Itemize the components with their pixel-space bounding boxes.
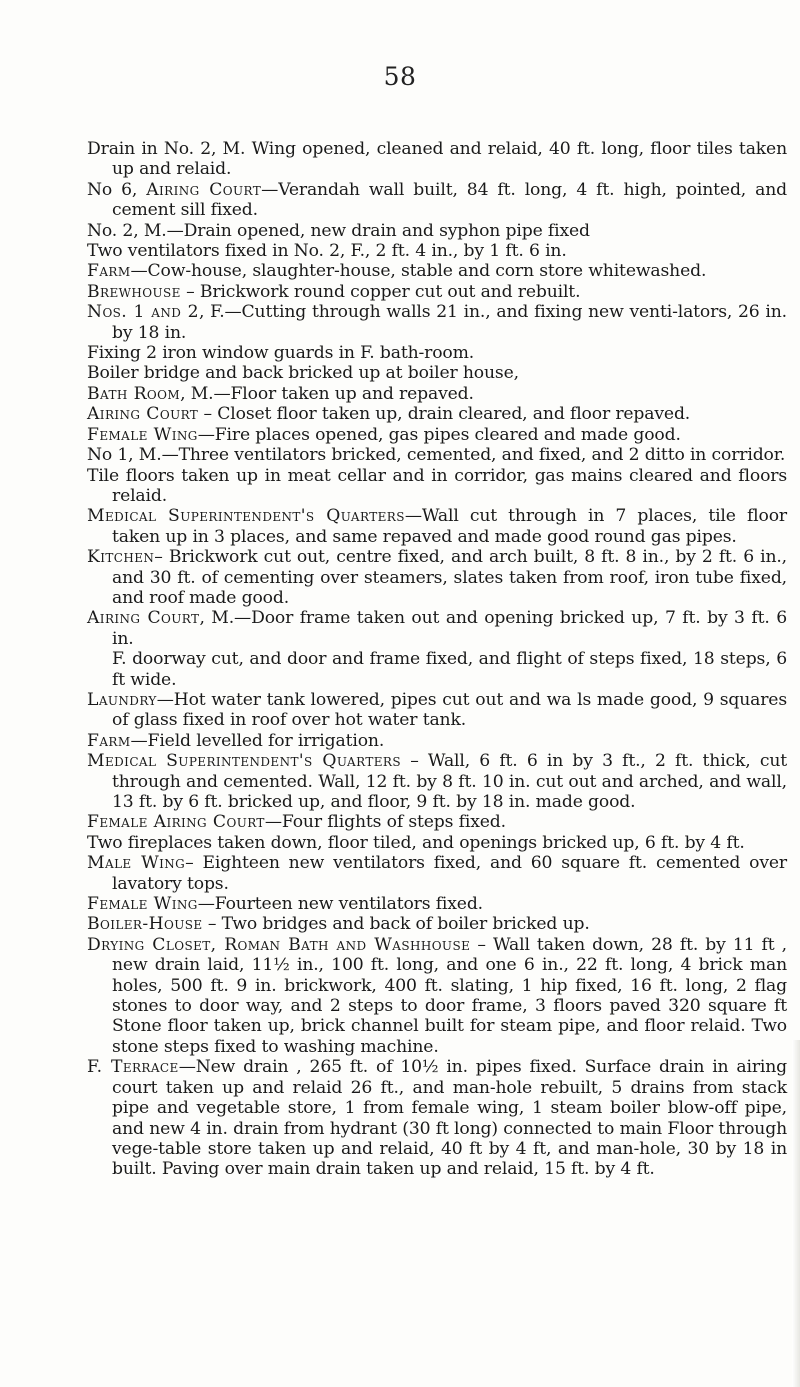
entry-text: Tile floors taken up in meat cellar and in corridor, gas mains cleared and floors relaid. (87, 465, 787, 506)
entry-text: —Verandah wall built, 84 ft. long, 4 ft. high, pointed, and cement sill fixed. (112, 179, 787, 221)
report-entry (87, 466, 787, 507)
entry-text: —Wall cut through in 7 places, tile floor taken up in 3 places, and same repaved and made good round gas pipes. (112, 506, 787, 547)
entry-heading: Airing Court (87, 608, 200, 629)
entry-heading: Male Wing (87, 853, 186, 874)
entry-text: – Brickwork round copper cut out and rebuilt. (180, 281, 581, 302)
report-entry (87, 506, 787, 547)
report-entry (87, 384, 787, 404)
entry-text: – Closet floor taken up, drain cleared, and floor repaved. (198, 404, 691, 425)
entry-text: Drain in No. 2, M. Wing opened, cleaned and relaid, 40 ft. long, floor tiles taken up and relaid. (87, 139, 787, 180)
report-entry (87, 180, 787, 221)
entry-text: —Field levelled for irrigation. (130, 730, 385, 751)
entry-heading: Airing Court (146, 179, 262, 200)
entry-text: F. doorway cut, and door and frame fixed, and flight of steps fixed, 18 steps, 6 ft wide. (112, 649, 787, 690)
report-entry (87, 751, 787, 812)
report-entry (87, 1057, 787, 1179)
report-entry (87, 282, 787, 302)
entry-heading: F. Terrace (87, 1057, 179, 1078)
report-entry (87, 425, 787, 445)
report-entry (87, 241, 787, 261)
document-body (87, 139, 787, 1180)
entry-heading: Boiler-House (87, 914, 203, 935)
entry-heading: Female Wing (87, 424, 198, 445)
entry-text: Two ventilators fixed in No. 2, F., 2 ft. 4 in., by 1 ft. 6 in. (87, 241, 567, 262)
entry-heading: Farm (87, 730, 131, 751)
report-entry (87, 833, 787, 853)
entry-heading: Medical Superintendent's Quarters (87, 751, 401, 772)
entry-heading: Female Wing (87, 894, 198, 915)
entry-heading: Nos. 1 and 2 (87, 302, 199, 323)
entry-text: , M.—Floor taken up and repaved. (180, 383, 474, 404)
entry-heading: Female Airing Court (87, 812, 265, 833)
report-entry (87, 935, 787, 1057)
entry-text: – Wall taken down, 28 ft. by 11 ft , new drain laid, 11½ in., 100 ft. long, and one 6 in., 22 ft. long, 4 brick man holes, 500 ft. 9 in. brickwork, 400 ft. slating, 1 hip fixed, 16 ft. long, 2 flag stones to door way, and 2 steps to door frame, 3 floors paved 320 square ft Stone floor taken up, brick channel built for steam pipe, and floor relaid. Two stone steps fixed to washing machine. (112, 934, 787, 1057)
report-entry (87, 894, 787, 914)
report-entry (87, 608, 787, 649)
entry-text: —Hot water tank lowered, pipes cut out and wa ls made good, 9 squares of glass fixed in roof over hot water tank. (112, 689, 787, 731)
entry-text: —Four flights of steps fixed. (264, 812, 506, 833)
entry-heading: Airing Court (87, 404, 199, 425)
entry-text: —New drain , 265 ft. of 10½ in. pipes fixed. Surface drain in airing court taken up and relaid 26 ft., and man-hole rebuilt, 5 drains from stack pipe and vegetable store, 1 from female wing, 1 steam boiler blow-off pipe, and new 4 in. drain from hydrant (30 ft long) connected to main Floor through vege-table store taken up and relaid, 40 ft by 4 ft, and man-hole, 30 by 18 in built. Paving over main drain taken up and relaid, 15 ft. by 4 ft. (112, 1057, 788, 1180)
report-entry (87, 363, 787, 383)
entry-heading: Drying Closet, Roman Bath and Washhouse (87, 934, 471, 955)
entry-heading: Kitchen (87, 547, 155, 568)
entry-text: —Cow-house, slaughter-house, stable and corn store whitewashed. (130, 261, 707, 282)
page-edge-shadow (792, 1040, 800, 1387)
report-entry (87, 343, 787, 363)
report-entry (87, 547, 787, 608)
report-entry (87, 139, 787, 180)
report-entry (87, 731, 787, 751)
report-entry (87, 221, 787, 241)
entry-text: , F.—Cutting through walls 21 in., and fixing new venti-lators, 26 in. by 18 in. (112, 302, 787, 343)
entry-heading: Laundry (87, 689, 157, 710)
report-entry (87, 261, 787, 281)
entry-text: , M.—Door frame taken out and opening bricked up, 7 ft. by 3 ft. 6 in. (112, 608, 787, 649)
entry-text: Fixing 2 iron window guards in F. bath-room. (87, 343, 475, 364)
entry-heading: Medical Superintendent's Quarters (87, 506, 405, 527)
report-entry (87, 853, 787, 894)
entry-text: – Brickwork cut out, centre fixed, and arch built, 8 ft. 8 in., by 2 ft. 6 in., and 30 ft. of cementing over steamers, slates taken from roof, iron tube fixed, and roof made good. (112, 547, 787, 608)
entry-text: —Fire places opened, gas pipes cleared and made good. (197, 424, 681, 445)
report-entry (87, 445, 787, 465)
report-entry (87, 649, 787, 690)
report-entry (87, 812, 787, 832)
entry-heading: Farm (87, 261, 131, 282)
entry-text: Boiler bridge and back bricked up at boiler house, (87, 363, 519, 384)
entry-text: No 6, (87, 179, 147, 200)
page-number: 58 (383, 62, 417, 91)
entry-text: No. 2, M.—Drain opened, new drain and syphon pipe fixed (87, 220, 590, 241)
entry-text: Two fireplaces taken down, floor tiled, and openings bricked up, 6 ft. by 4 ft. (87, 832, 745, 853)
entry-text: No 1, M.—Three ventilators bricked, cemented, and fixed, and 2 ditto in corridor. (87, 445, 786, 466)
entry-heading: Brewhouse (87, 281, 181, 302)
report-entry (87, 404, 787, 424)
entry-text: – Wall, 6 ft. 6 in by 3 ft., 2 ft. thick, cut through and cemented. Wall, 12 ft. by 8 ft. 10 in. cut out and arched, and wall, 13 ft. by 6 ft. bricked up, and floor, 9 ft. by 18 in. made good. (112, 751, 787, 812)
entry-text: – Two bridges and back of boiler bricked up. (202, 914, 590, 935)
entry-text: —Fourteen new ventilators fixed. (197, 894, 483, 915)
entry-heading: Bath Room (87, 383, 181, 404)
report-entry (87, 302, 787, 343)
report-entry (87, 914, 787, 934)
entry-text: – Eighteen new ventilators fixed, and 60 square ft. cemented over lavatory tops. (112, 853, 787, 894)
report-entry (87, 690, 787, 731)
